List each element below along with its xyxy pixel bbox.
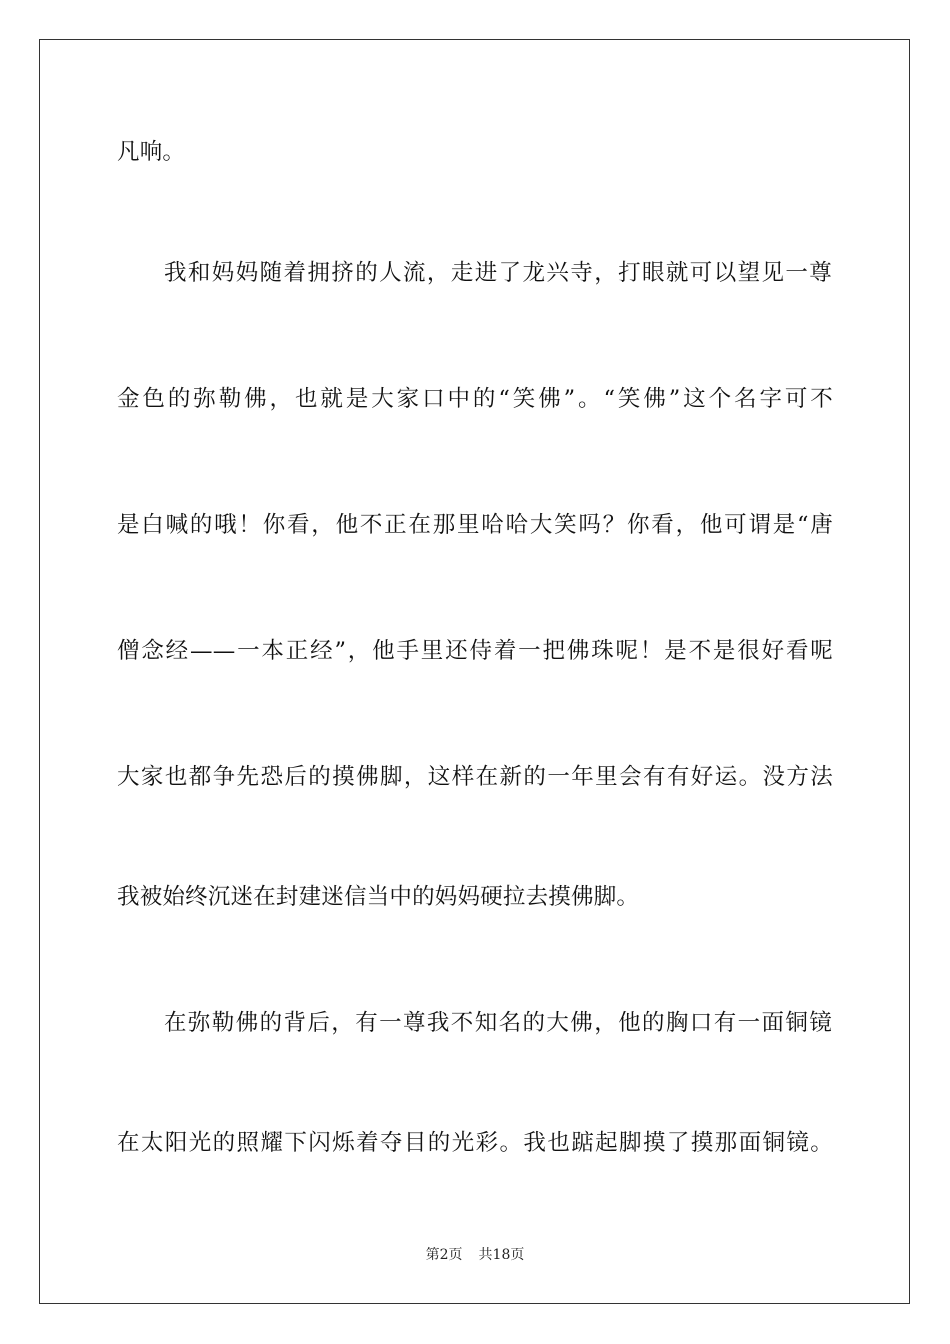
- text-line-2: 我和妈妈随着拥挤的人流，走进了龙兴寺，打眼就可以望见一尊: [164, 260, 832, 286]
- text-line-5: 僧念经——一本正经”，他手里还侍着一把佛珠呢！是不是很好看呢: [117, 638, 833, 664]
- text-line-3: 金色的弥勒佛，也就是大家口中的“笑佛”。“笑佛”这个名字可不: [117, 386, 833, 412]
- text-line-4: 是白喊的哦！你看，他不正在那里哈哈大笑吗？你看，他可谓是“唐: [117, 512, 833, 538]
- text-line-7: 我被始终沉迷在封建迷信当中的妈妈硬拉去摸佛脚。: [117, 884, 640, 910]
- page-number: 第2页: [425, 1247, 463, 1263]
- page-border: [39, 39, 910, 1304]
- text-line-1: 凡响。: [117, 139, 186, 165]
- page-footer: [0, 1246, 950, 1264]
- text-line-9: 在太阳光的照耀下闪烁着夺目的光彩。我也踮起脚摸了摸那面铜镜。: [117, 1130, 833, 1156]
- page-total: 共18页: [478, 1247, 525, 1263]
- text-line-8: 在弥勒佛的背后，有一尊我不知名的大佛，他的胸口有一面铜镜: [164, 1010, 832, 1036]
- text-line-6: 大家也都争先恐后的摸佛脚，这样在新的一年里会有有好运。没方法: [117, 764, 833, 790]
